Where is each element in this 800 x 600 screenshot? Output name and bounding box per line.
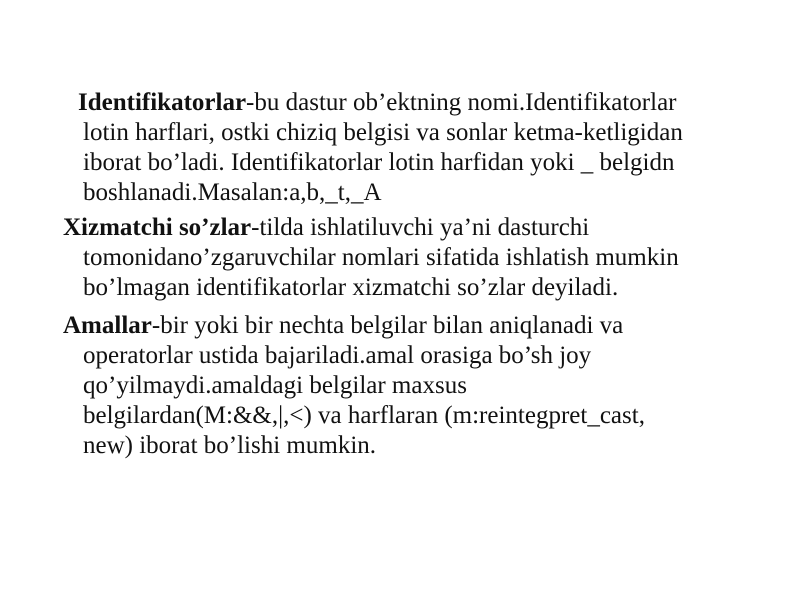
paragraph-line: new) iborat bo’lishi mumkin. — [83, 432, 377, 459]
definition-text: -bu dastur ob’ektning nomi.Identifikatorlar — [246, 89, 677, 116]
definition-text: -bir yoki bir nechta belgilar bilan aniqlanadi va — [151, 312, 624, 339]
paragraph-line — [63, 213, 679, 243]
paragraph-line: operatorlar ustida bajariladi.amal orasiga bo’sh joy — [83, 342, 592, 369]
paragraph-identifikatorlar — [78, 88, 683, 208]
paragraph-line: bo’lmagan identifikatorlar xizmatchi so’zlar deyiladi. — [83, 274, 619, 301]
paragraph-amallar — [63, 311, 645, 461]
paragraph-line — [63, 311, 645, 341]
paragraph-line: tomonidano’zgaruvchilar nomlari sifatida ishlatish mumkin — [83, 244, 679, 271]
term-xizmatchi-sozlar: Xizmatchi so’zlar — [63, 214, 252, 241]
term-amallar: Amallar — [63, 312, 152, 339]
paragraph-line: qo’yilmaydi.amaldagi belgilar maxsus — [83, 372, 467, 399]
paragraph-xizmatchi-sozlar — [63, 213, 679, 303]
paragraph-line: iborat bo’ladi. Identifikatorlar lotin harfidan yoki _ belgidn — [83, 149, 675, 176]
paragraph-line: boshlanadi.Masalan:a,b,_t,_A — [83, 179, 382, 206]
paragraph-line: lotin harflari, ostki chiziq belgisi va sonlar ketma-ketligidan — [83, 119, 683, 146]
definition-text: -tilda ishlatiluvchi ya’ni dasturchi — [251, 214, 590, 241]
term-identifikatorlar: Identifikatorlar — [78, 89, 247, 116]
paragraph-line — [78, 88, 683, 118]
paragraph-line: belgilardan(M:&&,|,<) va harflaran (m:reintegpret_cast, — [83, 402, 645, 429]
